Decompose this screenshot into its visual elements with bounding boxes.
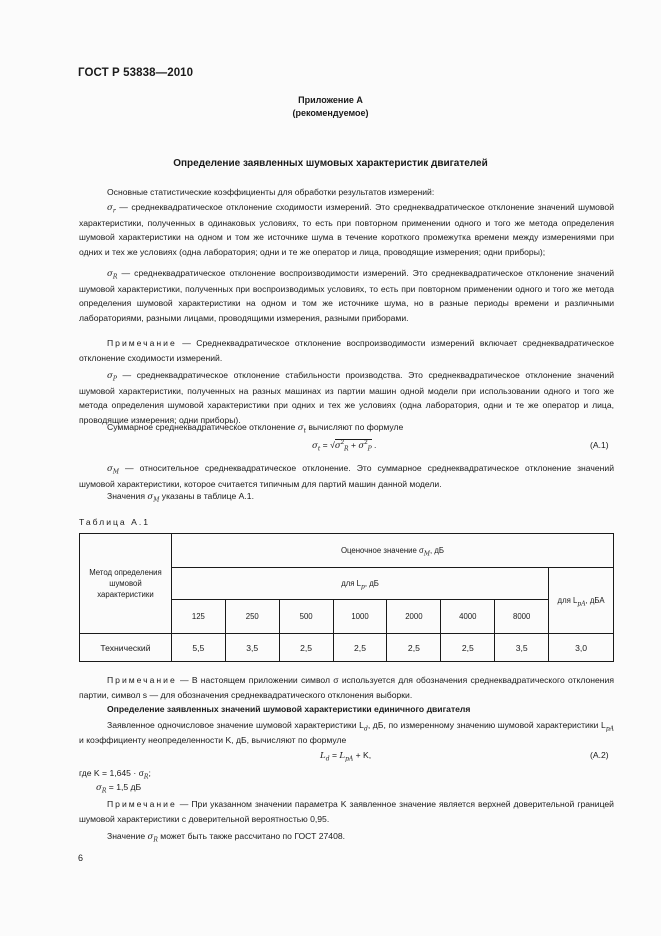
- table-a1: [79, 533, 614, 662]
- value-cell: 5,5: [171, 634, 225, 662]
- sqrt-sign: √: [330, 440, 335, 450]
- subsection-title: Определение заявленных значений шумовой характеристики единичного двигателя: [107, 704, 471, 714]
- annex-status: (рекомендуемое): [292, 108, 369, 118]
- method-header: Метод определения шумовой характеристики: [80, 534, 172, 634]
- value-cell: 2,5: [441, 634, 495, 662]
- annex-title: Приложение А: [298, 95, 363, 105]
- definition-sigma-R: $\sigma_R$ — среднеквадратическое отклонение воспроизводимости измерений. Это среднеквадратическое отклонение значений шумовой характеристики, полученных при воспроизводимых условиях, то есть при повторном применении одного и того же метода определения шумовой характеристики на одном и том же источнике шума, но в разные периоды времени и различными лабораториями, разными лицами, проводящими измерения, разными приборами.: [79, 268, 614, 323]
- note-1: Примечание — Среднеквадратическое отклонение воспроизводимости измерений включает среднеквадратическое отклонение сходимости измерений.: [79, 338, 614, 363]
- formula-A2: $L_d = L_{pA} + K$,: [320, 750, 372, 763]
- where-line-1: где $K = 1,645 \cdot \sigma_R$;: [79, 768, 151, 781]
- value-cell: 3,5: [225, 634, 279, 662]
- frequency-header: 2000: [387, 600, 441, 634]
- table-caption: Таблица А.1: [79, 517, 150, 527]
- lp-header: для $L_p$, дБ: [171, 568, 548, 600]
- declared-value-paragraph: Заявленное одночисловое значение шумовой характеристики $L_d$, дБ, по измеренному значению шумовой характеристики $L_{pA}$ и коэффициенту неопределенности K, дБ, вычисляют по формуле: [79, 720, 614, 745]
- definition-sigma-P: $\sigma_P$ — среднеквадратическое отклонение стабильности производства. Это среднеквадратическое отклонение значений шумовой характеристики, полученных на разных машинах из партии машин одной модели при использовании одного и того же метода определения шумовой характеристики при одних и тех же условиях (одна лаборатория, одни и те же оператор и лица, проводящие измерения; одни приборы).: [79, 370, 614, 425]
- page-number: 6: [78, 853, 84, 863]
- dba-cell: 3,0: [549, 634, 614, 662]
- frequency-header: 500: [279, 600, 333, 634]
- frequency-header: 4000: [441, 600, 495, 634]
- frequency-header: 250: [225, 600, 279, 634]
- sum-intro: Суммарное среднеквадратическое отклонение $\sigma_t$ вычисляют по формуле: [107, 422, 404, 435]
- value-cell: 2,5: [333, 634, 387, 662]
- sqrt-radicand: $\sigma^2_R + \sigma^2_P$: [334, 440, 372, 453]
- frequency-header: 125: [171, 600, 225, 634]
- formula-A1: $\sigma_t = √\sigma^2_R + \sigma^2_P$ .: [312, 440, 377, 453]
- sigma-M-values-reference: Значения $\sigma_M$ указаны в таблице А.1.: [107, 491, 254, 504]
- where-line-2: $\sigma_R = 1,5$ дБ: [96, 782, 142, 795]
- method-cell: Технический: [80, 634, 172, 662]
- value-cell: 2,5: [387, 634, 441, 662]
- formula-number-A1: (А.1): [590, 440, 609, 450]
- value-cell: 2,5: [279, 634, 333, 662]
- frequency-header: 8000: [495, 600, 549, 634]
- standard-designation: ГОСТ Р 53838—2010: [78, 67, 194, 79]
- lpa-header: для $L_{pA}$, дБА: [549, 568, 614, 634]
- section-title: Определение заявленных шумовых характеристик двигателей: [173, 158, 488, 169]
- intro-paragraph: Основные статистические коэффициенты для обработки результатов измерений:: [107, 187, 435, 197]
- definition-sigma-M: $\sigma_M$ — относительное среднеквадратическое отклонение. Это суммарное среднеквадратическое отклонение значений шумовой характеристики, которое считается типичным для партий машин данной модели.: [79, 463, 614, 489]
- frequency-header: 1000: [333, 600, 387, 634]
- note-2: Примечание — В настоящем приложении символ σ используется для обозначения среднеквадратического отклонения партии, символ s — для обозначения среднеквадратического отклонения выборки.: [79, 675, 614, 700]
- value-cell: 3,5: [495, 634, 549, 662]
- final-paragraph: Значение $\sigma_R$ может быть также рассчитано по ГОСТ 27408.: [107, 831, 346, 844]
- estimate-header: Оценочное значение $\sigma_M$, дБ: [171, 534, 613, 568]
- definition-sigma-r: $\sigma_r$ — среднеквадратическое отклонение сходимости измерений. Это среднеквадратическое отклонение значений шумовой характеристики, полученных в одинаковых условиях, то есть при повторном применении одного и того же метода определения шумовой характеристики на одном и том же источнике шума в течение короткого промежутка времени между измерениями при одних и тех же условиях (одна лаборатория; одни и те же оператор и лица, проводящие измерения; одни приборы);: [79, 202, 614, 257]
- note-3: Примечание — При указанном значении параметра K заявленное значение является верхней доверительной границей шумовой характеристики с доверительной вероятностью 0,95.: [79, 799, 614, 824]
- table-row: [80, 634, 614, 662]
- formula-number-A2: (А.2): [590, 750, 609, 760]
